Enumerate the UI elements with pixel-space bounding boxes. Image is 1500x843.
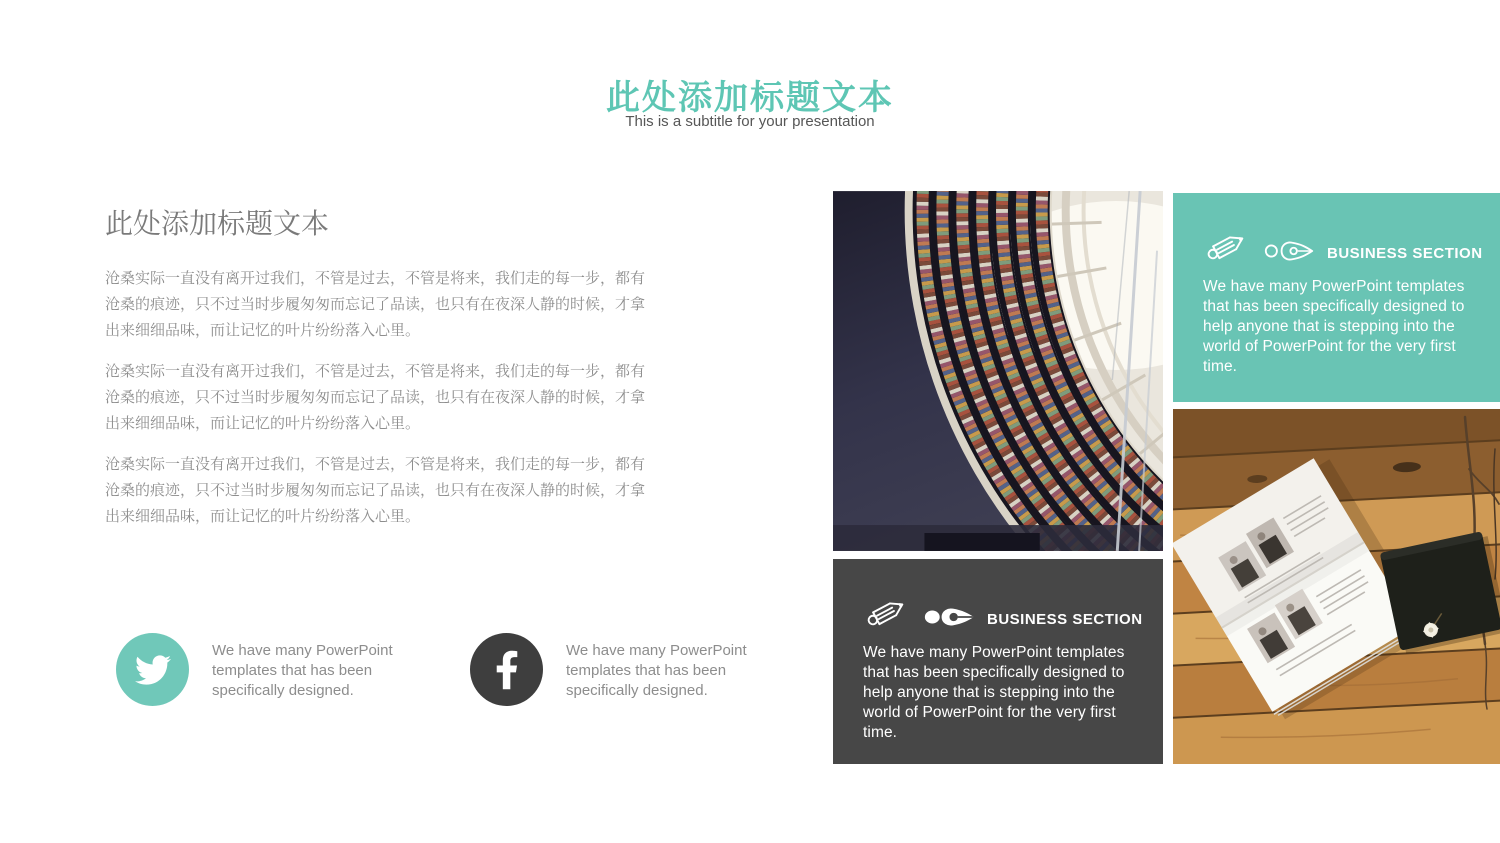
pencil-icon bbox=[865, 593, 911, 631]
card-header bbox=[1205, 227, 1483, 265]
card-heading: BUSINESS SECTION bbox=[987, 611, 1143, 628]
card-body-text: We have many PowerPoint templates that has been specifically designed to help anyone that is stepping into the world of PowerPoint for the very first time. bbox=[1203, 278, 1465, 375]
twitter-icon bbox=[135, 652, 171, 688]
card-body-text: We have many PowerPoint templates that has been specifically designed to help anyone that is stepping into the world of PowerPoint for the very first time. bbox=[863, 644, 1125, 741]
body-paragraph: 沧桑实际一直没有离开过我们，不管是过去，不管是将来，我们走的每一步，都有沧桑的痕迹，只不过当时步履匆匆而忘记了品读，也只有在夜深人静的时候，才拿出来细细品味，而让记忆的叶片纷纷落入心里。 bbox=[105, 363, 646, 432]
card-heading: BUSINESS SECTION bbox=[1327, 245, 1483, 262]
pen-nib-icon bbox=[1263, 237, 1315, 265]
library-photo bbox=[833, 191, 1163, 551]
page-subtitle: This is a subtitle for your presentation bbox=[625, 113, 875, 130]
business-section-card-teal bbox=[1173, 193, 1500, 402]
section-heading: 此处添加标题文本 bbox=[105, 208, 330, 239]
social-caption: We have many PowerPoint templates that has been specifically designed. bbox=[212, 642, 393, 699]
facebook-icon bbox=[495, 650, 519, 690]
pencil-icon bbox=[1205, 227, 1251, 265]
card-header bbox=[865, 593, 1143, 631]
pen-nib-icon bbox=[923, 603, 975, 631]
business-section-card-dark bbox=[833, 559, 1163, 764]
twitter-badge bbox=[116, 633, 189, 706]
page-title: 此处添加标题文本 bbox=[606, 79, 894, 117]
facebook-badge bbox=[470, 633, 543, 706]
body-paragraph: 沧桑实际一直没有离开过我们，不管是过去，不管是将来，我们走的每一步，都有沧桑的痕迹，只不过当时步履匆匆而忘记了品读，也只有在夜深人静的时候，才拿出来细细品味，而让记忆的叶片纷纷落入心里。 bbox=[105, 456, 646, 525]
body-text-block bbox=[105, 266, 645, 545]
social-caption: We have many PowerPoint templates that has been specifically designed. bbox=[566, 642, 747, 699]
book-photo bbox=[1173, 409, 1500, 764]
body-paragraph: 沧桑实际一直没有离开过我们，不管是过去，不管是将来，我们走的每一步，都有沧桑的痕迹，只不过当时步履匆匆而忘记了品读，也只有在夜深人静的时候，才拿出来细细品味，而让记忆的叶片纷纷落入心里。 bbox=[105, 270, 646, 339]
